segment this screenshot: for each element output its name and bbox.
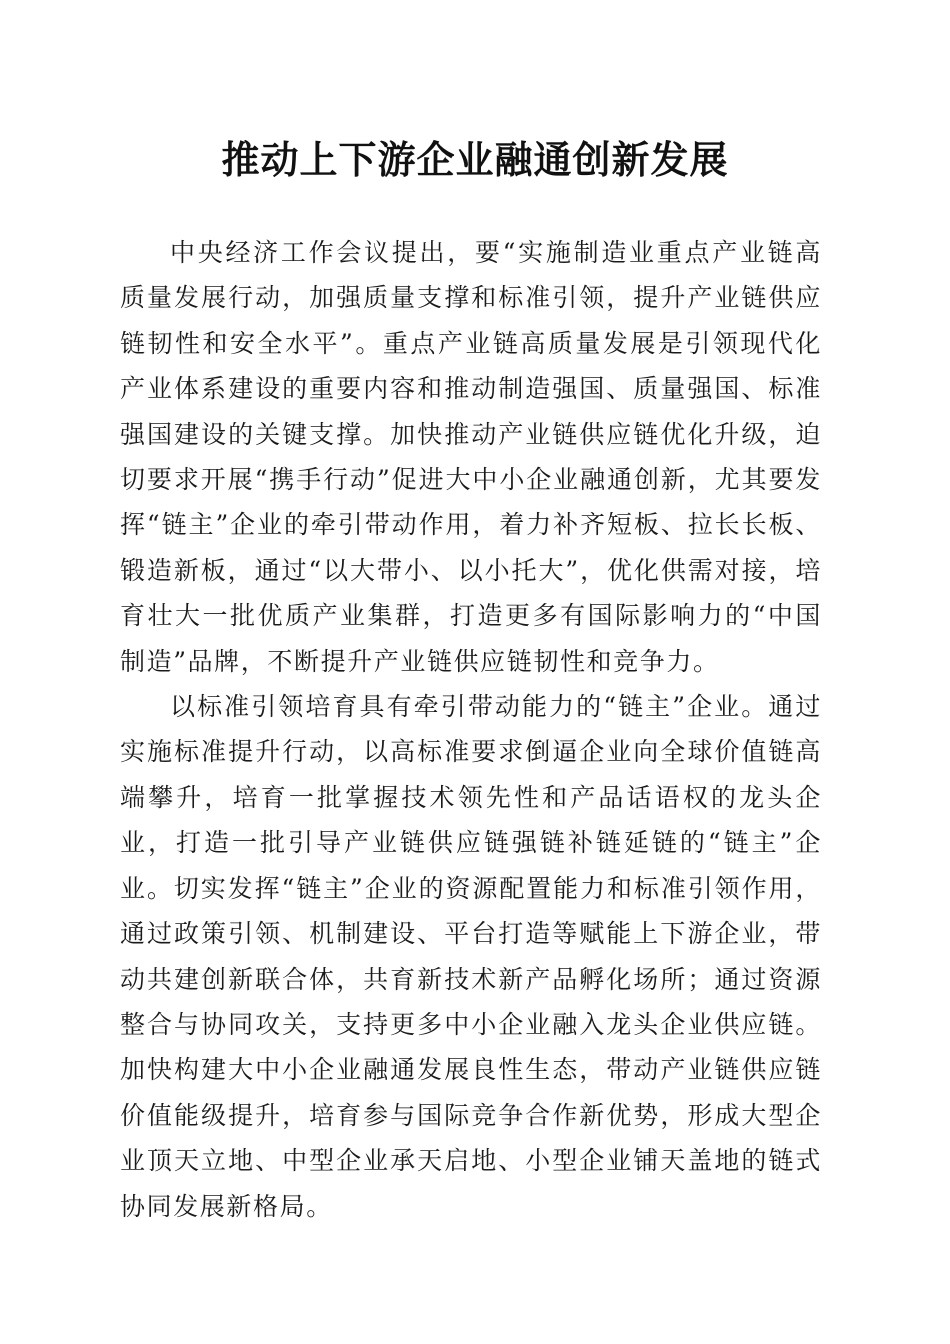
document-title: 推动上下游企业融通创新发展 bbox=[221, 137, 729, 182]
paragraph-2: 以标准引领培育具有牵引带动能力的“链主”企业。通过实施标准提升行动，以高标准要求倒逼企业向全球价值链高端攀升，培育一批掌握技术领先性和产品话语权的龙头企业，打造一批引导产业链供应链强链补链延链的“链主”企业。切实发挥“链主”企业的资源配置能力和标准引领作用，通过政策引领、机制建设、平台打造等赋能上下游企业，带动共建创新联合体，共育新技术新产品孵化场所；通过资源整合与协同攻关，支持更多中小企业融入龙头企业供应链。加快构建大中小企业融通发展良性生态，带动产业链供应链价值能级提升，培育参与国际竞争合作新优势，形成大型企业顶天立地、中型企业承天启地、小型企业铺天盖地的链式协同发展新格局。 bbox=[120, 692, 822, 1221]
paragraph-1: 中央经济工作会议提出，要“实施制造业重点产业链高质量发展行动，加强质量支撑和标准引领，提升产业链供应链韧性和安全水平”。重点产业链高质量发展是引领现代化产业体系建设的重要内容和推动制造强国、质量强国、标准强国建设的关键支撑。加快推动产业链供应链优化升级，迫切要求开展“携手行动”促进大中小企业融通创新，尤其要发挥“链主”企业的牵引带动作用，着力补齐短板、拉长长板、锻造新板，通过“以大带小、以小托大”，优化供需对接，培育壮大一批优质产业集群，打造更多有国际影响力的“中国制造”品牌，不断提升产业链供应链韧性和竞争力。 bbox=[120, 238, 822, 676]
document-body bbox=[120, 230, 822, 1229]
